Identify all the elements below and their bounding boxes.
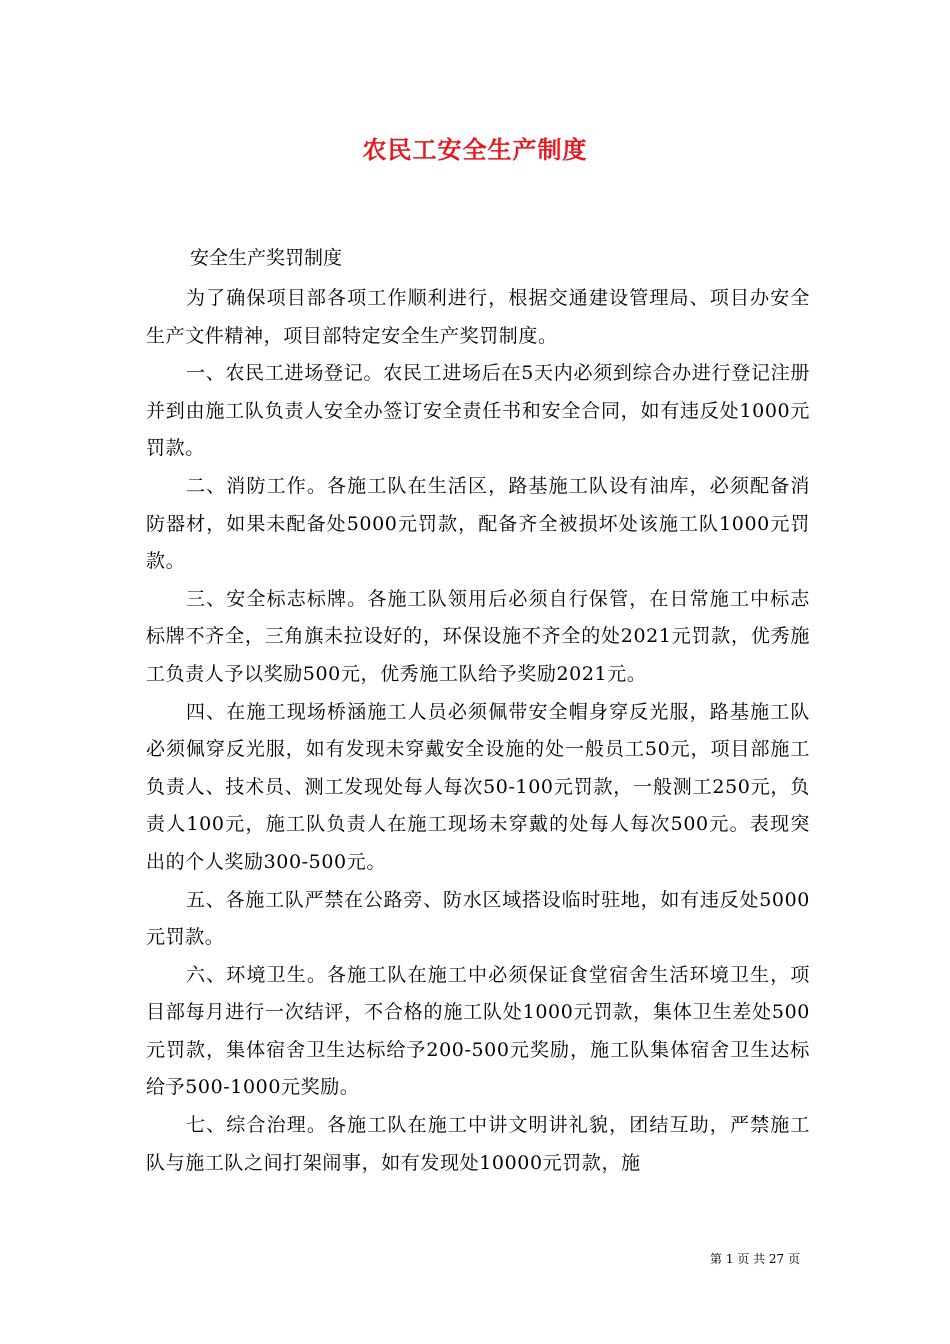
paragraph: 五、各施工队严禁在公路旁、防水区域搭设临时驻地，如有违反处5000元罚款。 <box>146 888 810 949</box>
paragraph: 一、农民工进场登记。农民工进场后在5天内必须到综合办进行登记注册并到由施工队负责人安全办签订安全责任书和安全合同，如有违反处1000元罚款。 <box>146 362 810 460</box>
paragraph: 四、在施工现场桥涵施工人员必须佩带安全帽身穿反光服，路基施工队必须佩穿反光服，如有发现未穿戴安全设施的处一般员工50元，项目部施工负责人、技术员、测工发现处每人每次50-100元罚款，一般测工250元，负责人100元，施工队负责人在施工现场未穿戴的处每人每次500元。表现突出的个人奖励300-500元。 <box>146 700 810 873</box>
paragraph: 七、综合治理。各施工队在施工中讲文明讲礼貌，团结互助，严禁施工队与施工队之间打架闹事，如有发现处10000元罚款，施 <box>146 1114 810 1174</box>
page-number: 第 1 页 共 27 页 <box>710 1252 800 1266</box>
document-title: 农民工安全生产制度 <box>362 135 588 164</box>
section-subtitle: 安全生产奖罚制度 <box>190 247 343 269</box>
document-body <box>146 280 810 1182</box>
paragraph: 三、安全标志标牌。各施工队领用后必须自行保管，在日常施工中标志标牌不齐全，三角旗未拉设好的，环保设施不齐全的处2021元罚款，优秀施工负责人予以奖励500元，优秀施工队给予奖励2021元。 <box>146 587 810 685</box>
paragraph: 二、消防工作。各施工队在生活区，路基施工队设有油库，必须配备消防器材，如果未配备处5000元罚款，配备齐全被损坏处该施工队1000元罚款。 <box>146 474 810 573</box>
paragraph: 为了确保项目部各项工作顺利进行，根据交通建设管理局、项目办安全生产文件精神，项目部特定安全生产奖罚制度。 <box>146 287 810 347</box>
paragraph: 六、环境卫生。各施工队在施工中必须保证食堂宿舍生活环境卫生，项目部每月进行一次结评，不合格的施工队处1000元罚款，集体卫生差处500元罚款，集体宿舍卫生达标给予200-500元奖励，施工队集体宿舍卫生达标给予500-1000元奖励。 <box>146 963 810 1099</box>
